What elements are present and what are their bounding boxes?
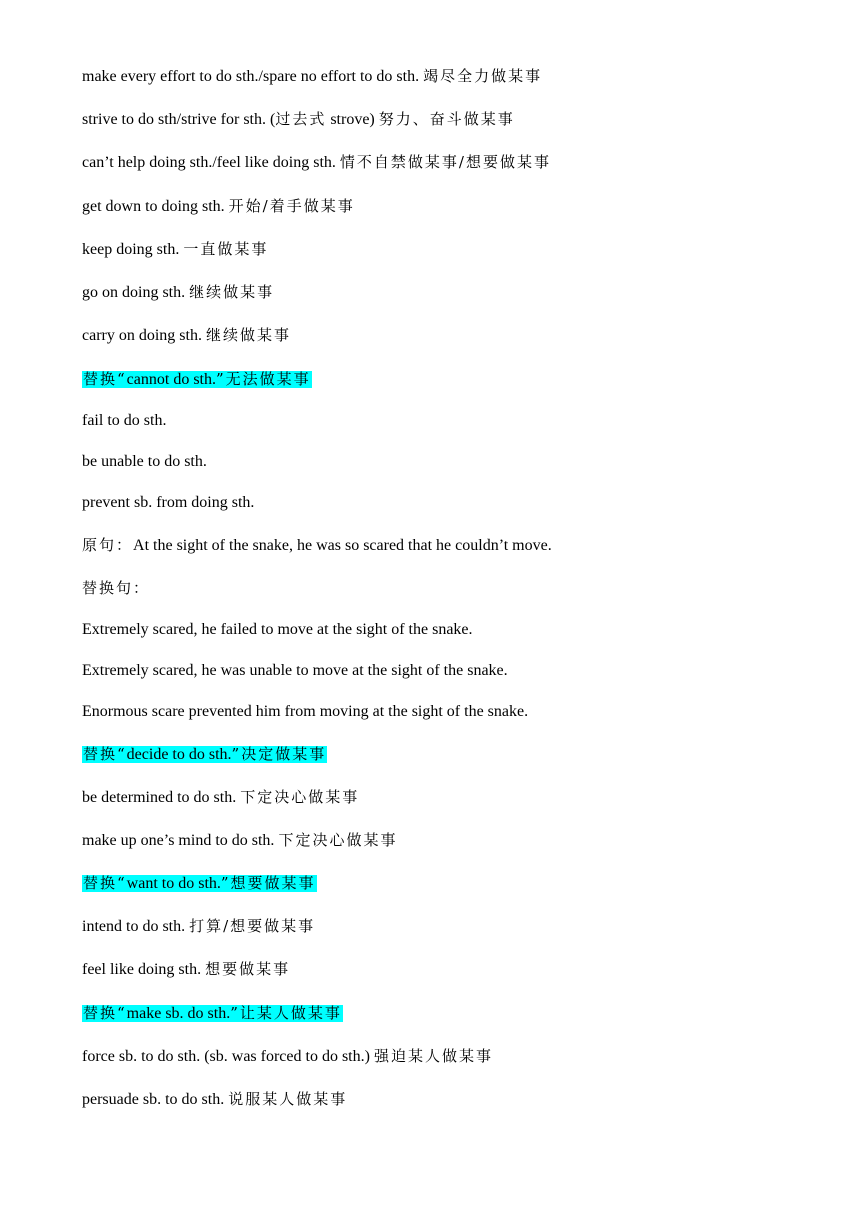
phrase-cn: 继续做某事: [189, 283, 275, 301]
section-heading: [82, 368, 312, 391]
phrase-cn: 想要做某事: [205, 960, 291, 978]
phrase-en: strove): [326, 111, 379, 128]
phrase-en: intend to do sth.: [82, 918, 190, 935]
heading-prefix: 替换“: [83, 745, 127, 763]
phrase-line: [82, 151, 551, 174]
replacement-label-line: [82, 577, 150, 600]
phrase-cn: 说服某人做某事: [228, 1090, 348, 1108]
phrase-en: prevent sb. from doing sth.: [82, 494, 255, 511]
phrase-line: [82, 238, 268, 261]
replacement-label: 替换句：: [82, 579, 151, 597]
phrase-line: [82, 108, 515, 131]
phrase-line: [82, 1045, 493, 1068]
heading-en: cannot do sth.: [126, 371, 216, 388]
heading-cn: ”决定做某事: [231, 745, 327, 763]
phrase-line: [82, 195, 355, 218]
phrase-en: carry on doing sth.: [82, 327, 206, 344]
example-text: Extremely scared, he failed to move at the sight of the snake.: [82, 621, 473, 638]
heading-en: decide to do sth.: [126, 746, 232, 763]
phrase-en: persuade sb. to do sth.: [82, 1091, 229, 1108]
original-label: 原句：: [82, 536, 134, 554]
heading-en: want to do sth.: [126, 875, 221, 892]
heading-en: make sb. do sth.: [126, 1005, 231, 1022]
phrase-line: [82, 786, 359, 809]
phrase-line: [82, 324, 291, 347]
example-text: Enormous scare prevented him from moving at the sight of the snake.: [82, 703, 529, 720]
heading-cn: ”无法做某事: [216, 370, 311, 388]
original-text: At the sight of the snake, he was so scared that he couldn’t move.: [133, 537, 552, 554]
phrase-en: force sb. to do sth. (sb. was forced to do sth.): [82, 1048, 374, 1065]
phrase-cn: 开始/着手做某事: [228, 197, 355, 215]
section-heading: [82, 872, 317, 895]
phrase-cn: 下定决心做某事: [278, 831, 398, 849]
phrase-en: strive to do sth/strive for sth. (: [82, 111, 276, 128]
phrase-en: make up one’s mind to do sth.: [82, 832, 279, 849]
phrase-cn: 继续做某事: [205, 326, 291, 344]
phrase-cn: 打算/想要做某事: [189, 917, 316, 935]
phrase-cn: 一直做某事: [183, 240, 269, 258]
phrase-line: [82, 915, 315, 938]
phrase-line: [82, 410, 166, 432]
example-sentence: [82, 660, 508, 682]
phrase-line: [82, 958, 290, 981]
phrase-cn: 努力、奋斗做某事: [378, 110, 515, 128]
highlighted-heading: [82, 371, 312, 388]
phrase-en: feel like doing sth.: [82, 961, 206, 978]
example-text: Extremely scared, he was unable to move at the sight of the snake.: [82, 662, 508, 679]
phrase-en: fail to do sth.: [82, 412, 167, 429]
phrase-line: [82, 451, 207, 473]
phrase-en: can’t help doing sth./feel like doing sth.: [82, 154, 340, 171]
section-heading: [82, 1002, 343, 1025]
phrase-line: [82, 1088, 347, 1111]
section-heading: [82, 743, 327, 766]
phrase-cn: 情不自禁做某事/想要做某事: [339, 153, 551, 171]
phrase-line: [82, 492, 254, 514]
example-sentence: [82, 701, 528, 723]
phrase-en: be determined to do sth.: [82, 789, 241, 806]
phrase-en: make every effort to do sth./spare no effort to do sth.: [82, 68, 424, 85]
heading-cn: ”让某人做某事: [230, 1004, 342, 1022]
heading-cn: ”想要做某事: [220, 874, 316, 892]
highlighted-heading: [82, 1005, 343, 1022]
heading-prefix: 替换“: [83, 370, 127, 388]
phrase-line: [82, 829, 397, 852]
phrase-line: [82, 65, 542, 88]
phrase-cn: 下定决心做某事: [240, 788, 360, 806]
heading-prefix: 替换“: [83, 874, 127, 892]
phrase-cn: 竭尽全力做某事: [423, 67, 543, 85]
highlighted-heading: [82, 875, 317, 892]
phrase-en: go on doing sth.: [82, 284, 190, 301]
phrase-en: get down to doing sth.: [82, 198, 229, 215]
phrase-en: keep doing sth.: [82, 241, 184, 258]
original-sentence: [82, 534, 552, 557]
heading-prefix: 替换“: [83, 1004, 127, 1022]
highlighted-heading: [82, 746, 327, 763]
example-sentence: [82, 619, 473, 641]
phrase-line: [82, 281, 274, 304]
phrase-cn: 强迫某人做某事: [373, 1047, 493, 1065]
phrase-cn: 过去式: [275, 110, 327, 128]
phrase-en: be unable to do sth.: [82, 453, 207, 470]
